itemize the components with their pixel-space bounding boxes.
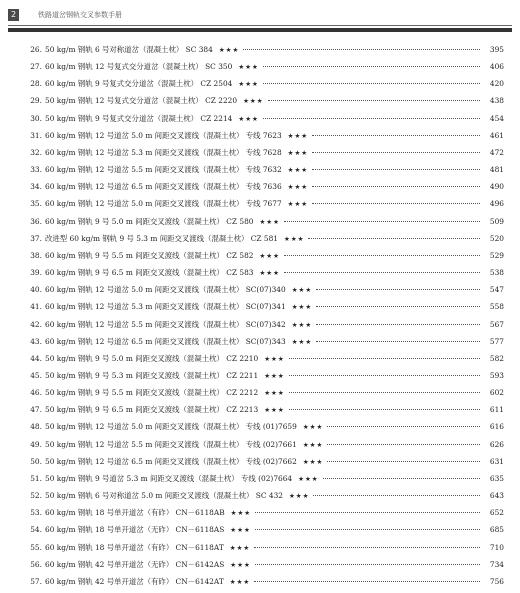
star-rating: ★★★ [238, 114, 259, 123]
dot-leader [284, 255, 480, 256]
toc-entry-page-number: 734 [489, 559, 504, 569]
dot-leader [316, 289, 480, 290]
star-rating: ★★★ [287, 131, 309, 140]
toc-entry-page-number: 577 [489, 336, 504, 346]
toc-entry-number: 35. [30, 199, 42, 209]
toc-entry-title: 50 kg/m 钢轨 12 号道岔 5.5 m 间距交叉渡线（混凝土枕） 专线 (02)7661 [45, 439, 297, 449]
dot-leader [254, 581, 480, 582]
toc-entry[interactable] [18, 164, 504, 181]
toc-entry[interactable] [18, 542, 504, 559]
toc-entry-title: 50 kg/m 钢轨 12 号道岔 5.0 m 间距交叉渡线（混凝土枕） 专线 (01)7659 [45, 422, 297, 432]
toc-entry-page-number: 395 [489, 45, 504, 54]
star-rating: ★★★ [264, 371, 285, 380]
star-rating: ★★★ [287, 148, 309, 157]
toc-entry-page-number: 567 [489, 319, 504, 329]
toc-entry-title: 60 kg/m 钢轨 12 号道岔 5.3 m 间距交叉渡线（混凝土枕） SC(07)341 [45, 302, 286, 312]
toc-entry-number: 32. [30, 147, 42, 157]
dot-leader [289, 375, 480, 376]
running-header-title: 铁路道岔钢轨交叉参数手册 [38, 11, 122, 19]
dot-leader [289, 392, 480, 393]
toc-entry[interactable] [18, 44, 504, 61]
header-rule-thin [8, 25, 512, 26]
dot-leader [312, 186, 480, 187]
toc-entry-page-number: 454 [489, 113, 504, 123]
toc-entry-title: 60 kg/m 钢轨 18 号单开道岔（无砟） CN－6118AS [45, 525, 225, 535]
star-rating: ★★★ [298, 474, 319, 483]
toc-entry-number: 45. [30, 370, 42, 380]
toc-entry[interactable] [18, 301, 504, 318]
toc-entry[interactable] [18, 439, 504, 456]
toc-entry-number: 42. [30, 319, 42, 329]
toc-entry[interactable] [18, 233, 504, 250]
toc-entry-page-number: 582 [489, 353, 504, 363]
toc-entry-page-number: 602 [489, 388, 504, 398]
dot-leader [255, 564, 480, 565]
toc-entry[interactable] [18, 559, 504, 576]
dot-leader [327, 461, 480, 462]
toc-entry-number: 43. [30, 336, 42, 346]
dot-leader [289, 409, 480, 410]
toc-entry[interactable] [18, 147, 504, 164]
toc-entry-number: 57. [30, 576, 42, 586]
star-rating: ★★★ [238, 80, 259, 89]
table-of-contents [18, 44, 504, 593]
dot-leader [268, 100, 480, 101]
star-rating: ★★★ [230, 509, 252, 518]
toc-entry-page-number: 756 [489, 576, 504, 586]
toc-entry-number: 54. [30, 525, 42, 535]
toc-entry-number: 33. [30, 165, 42, 175]
star-rating: ★★★ [302, 423, 324, 432]
toc-entry-title: 60 kg/m 钢轨 12 号道岔 5.5 m 间距交叉渡线（混凝土枕） SC(07)342 [45, 319, 286, 329]
toc-entry[interactable] [18, 353, 504, 370]
toc-entry-title: 60 kg/m 钢轨 12 号道岔 5.0 m 间距交叉渡线（混凝土枕） SC(07)340 [45, 285, 286, 295]
toc-entry-title: 50 kg/m 钢轨 9 号道岔 5.3 m 间距交叉渡线（混凝土枕） 专线 (02)7664 [45, 473, 293, 483]
star-rating: ★★★ [229, 543, 251, 552]
star-rating: ★★★ [284, 234, 305, 243]
toc-entry-page-number: 547 [489, 285, 504, 295]
toc-entry-page-number: 520 [489, 233, 504, 243]
star-rating: ★★★ [302, 457, 324, 466]
toc-entry-page-number: 558 [489, 302, 504, 312]
toc-entry-title: 50 kg/m 钢轨 6 号对称道岔（混凝土枕） SC 384 [45, 45, 213, 54]
toc-entry-title: 60 kg/m 钢轨 12 号道岔 5.0 m 间距交叉渡线（混凝土枕） 专线 7623 [45, 130, 282, 140]
toc-entry-title: 50 kg/m 钢轨 6 号对称道岔 5.0 m 间距交叉渡线（混凝土枕） SC 432 [45, 491, 283, 501]
dot-leader [312, 152, 480, 153]
toc-entry-page-number: 538 [489, 268, 504, 278]
star-rating: ★★★ [287, 200, 309, 209]
toc-entry-page-number: 616 [489, 422, 504, 432]
toc-entry[interactable] [18, 456, 504, 473]
dot-leader [308, 238, 480, 239]
toc-entry-number: 40. [30, 285, 42, 295]
star-rating: ★★★ [287, 166, 309, 175]
toc-entry-page-number: 710 [489, 542, 504, 552]
dot-leader [316, 306, 480, 307]
star-rating: ★★★ [238, 63, 259, 72]
toc-entry-title: 60 kg/m 钢轨 12 号道岔 6.5 m 间距交叉渡线（混凝土枕） SC(07)343 [45, 336, 286, 346]
toc-entry-number: 27. [30, 62, 42, 72]
toc-entry-number: 26. [30, 45, 42, 54]
toc-entry-title: 50 kg/m 钢轨 9 号复式交分道岔（混凝土枕） CZ 2214 [45, 113, 233, 123]
star-rating: ★★★ [264, 406, 285, 415]
toc-entry[interactable] [18, 284, 504, 301]
star-rating: ★★★ [264, 354, 285, 363]
page-number-badge: 2 [8, 9, 19, 21]
toc-entry[interactable] [18, 336, 504, 353]
toc-entry-title: 60 kg/m 钢轨 42 号单开道岔（无砟） CN－6142AS [45, 559, 225, 569]
dot-leader [254, 547, 480, 548]
toc-entry-number: 49. [30, 439, 42, 449]
toc-entry-page-number: 529 [489, 250, 504, 260]
toc-entry[interactable] [18, 404, 504, 421]
toc-entry[interactable] [18, 490, 504, 507]
star-rating: ★★★ [291, 337, 313, 346]
toc-entry-title: 60 kg/m 钢轨 18 号单开道岔（有砟） CN－6118AT [45, 542, 224, 552]
toc-entry-number: 36. [30, 216, 42, 226]
dot-leader [316, 341, 480, 342]
toc-entry-page-number: 496 [489, 199, 504, 209]
toc-entry-title: 改进型 60 kg/m 钢轨 9 号 5.3 m 间距交叉渡线（混凝土枕） CZ 581 [45, 233, 278, 243]
toc-entry-number: 39. [30, 268, 42, 278]
star-rating: ★★★ [230, 560, 251, 569]
toc-entry-number: 46. [30, 388, 42, 398]
dot-leader [313, 495, 480, 496]
toc-entry[interactable] [18, 61, 504, 78]
toc-entry-number: 44. [30, 353, 42, 363]
star-rating: ★★★ [291, 286, 313, 295]
dot-leader [312, 135, 480, 136]
toc-entry-number: 29. [30, 96, 42, 106]
toc-entry-page-number: 420 [489, 79, 504, 89]
star-rating: ★★★ [243, 97, 264, 106]
toc-entry-number: 53. [30, 508, 42, 518]
dot-leader [323, 478, 480, 479]
toc-entry-title: 60 kg/m 钢轨 12 号道岔 5.3 m 间距交叉渡线（混凝土枕） 专线 7628 [45, 147, 282, 157]
toc-entry-title: 60 kg/m 钢轨 12 号道岔 5.5 m 间距交叉渡线（混凝土枕） 专线 7632 [45, 165, 282, 175]
toc-entry-page-number: 635 [489, 473, 504, 483]
toc-entry[interactable] [18, 524, 504, 541]
star-rating: ★★★ [259, 251, 280, 260]
toc-entry-number: 31. [30, 130, 42, 140]
toc-entry-title: 60 kg/m 钢轨 9 号 6.5 m 间距交叉渡线（混凝土枕） CZ 583 [45, 268, 254, 278]
toc-entry-page-number: 509 [489, 216, 504, 226]
star-rating: ★★★ [288, 492, 310, 501]
toc-entry-title: 60 kg/m 钢轨 12 号道岔 5.0 m 间距交叉渡线（混凝土枕） 专线 7677 [45, 199, 282, 209]
toc-entry-title: 60 kg/m 钢轨 9 号复式交分道岔（混凝土枕） CZ 2504 [45, 79, 233, 89]
dot-leader [243, 49, 480, 50]
toc-entry[interactable] [18, 319, 504, 336]
toc-entry-number: 37. [30, 233, 42, 243]
star-rating: ★★★ [230, 526, 251, 535]
star-rating: ★★★ [287, 183, 309, 192]
toc-entry-page-number: 611 [489, 405, 504, 415]
toc-entry-number: 28. [30, 79, 42, 89]
toc-entry[interactable] [18, 181, 504, 198]
toc-entry-number: 41. [30, 302, 42, 312]
header-rule-thick [8, 28, 512, 32]
dot-leader [327, 444, 480, 445]
toc-entry[interactable] [18, 507, 504, 524]
dot-leader [316, 324, 480, 325]
toc-entry-title: 60 kg/m 钢轨 42 号单开道岔（有砟） CN－6142AT [45, 576, 224, 586]
toc-entry-number: 38. [30, 250, 42, 260]
dot-leader [312, 169, 480, 170]
star-rating: ★★★ [302, 440, 324, 449]
toc-entry-title: 50 kg/m 钢轨 12 号复式交分道岔（混凝土枕） CZ 2220 [45, 96, 238, 106]
toc-entry-title: 50 kg/m 钢轨 9 号 5.3 m 间距交叉渡线（混凝土枕） CZ 2211 [45, 370, 259, 380]
star-rating: ★★★ [259, 217, 280, 226]
toc-entry-page-number: 481 [489, 165, 504, 175]
toc-entry[interactable] [18, 113, 504, 130]
toc-entry[interactable] [18, 370, 504, 387]
star-rating: ★★★ [264, 389, 285, 398]
toc-entry-page-number: 472 [489, 147, 504, 157]
star-rating: ★★★ [291, 303, 313, 312]
toc-entry-number: 48. [30, 422, 42, 432]
toc-entry-title: 50 kg/m 钢轨 9 号 5.5 m 间距交叉渡线（混凝土枕） CZ 2212 [45, 388, 259, 398]
toc-entry[interactable] [18, 130, 504, 147]
toc-entry-number: 34. [30, 182, 42, 192]
toc-entry[interactable] [18, 421, 504, 438]
toc-entry-page-number: 593 [489, 370, 504, 380]
toc-entry-page-number: 643 [489, 491, 504, 501]
dot-leader [263, 83, 480, 84]
toc-entry[interactable] [18, 473, 504, 490]
toc-entry[interactable] [18, 198, 504, 215]
toc-entry[interactable] [18, 576, 504, 593]
toc-entry-page-number: 406 [489, 62, 504, 72]
toc-entry[interactable] [18, 387, 504, 404]
toc-entry-number: 30. [30, 113, 42, 123]
toc-entry-page-number: 461 [489, 130, 504, 140]
toc-entry-number: 55. [30, 542, 42, 552]
toc-entry[interactable] [18, 78, 504, 95]
toc-entry-page-number: 626 [489, 439, 504, 449]
dot-leader [327, 426, 480, 427]
toc-entry[interactable] [18, 250, 504, 267]
toc-entry-title: 50 kg/m 钢轨 9 号 5.0 m 间距交叉渡线（混凝土枕） CZ 2210 [45, 353, 259, 363]
dot-leader [255, 512, 480, 513]
dot-leader [284, 221, 480, 222]
dot-leader [284, 272, 480, 273]
toc-entry-page-number: 631 [489, 456, 504, 466]
toc-entry-title: 60 kg/m 钢轨 9 号 5.0 m 间距交叉渡线（混凝土枕） CZ 580 [45, 216, 254, 226]
toc-entry[interactable] [18, 216, 504, 233]
dot-leader [312, 203, 480, 204]
star-rating: ★★★ [259, 269, 280, 278]
toc-entry-title: 60 kg/m 钢轨 12 号道岔 6.5 m 间距交叉渡线（混凝土枕） 专线 7636 [45, 182, 282, 192]
toc-entry-page-number: 438 [489, 96, 504, 106]
toc-entry-page-number: 490 [489, 182, 504, 192]
dot-leader [289, 358, 480, 359]
toc-entry-number: 56. [30, 559, 42, 569]
star-rating: ★★★ [218, 46, 240, 54]
toc-entry-page-number: 652 [489, 508, 504, 518]
toc-entry-title: 50 kg/m 钢轨 12 号道岔 6.5 m 间距交叉渡线（混凝土枕） 专线 (02)7662 [45, 456, 297, 466]
dot-leader [263, 118, 480, 119]
star-rating: ★★★ [291, 320, 313, 329]
toc-entry-number: 51. [30, 473, 42, 483]
dot-leader [255, 529, 480, 530]
toc-entry-title: 60 kg/m 钢轨 12 号复式交分道岔（混凝土枕） SC 350 [45, 62, 233, 72]
dot-leader [263, 66, 480, 67]
toc-entry-page-number: 685 [489, 525, 504, 535]
toc-entry[interactable] [18, 95, 504, 112]
toc-entry-number: 52. [30, 491, 42, 501]
page-header [0, 0, 520, 40]
star-rating: ★★★ [229, 577, 251, 586]
toc-entry-title: 60 kg/m 钢轨 18 号单开道岔（有砟） CN－6118AB [45, 508, 225, 518]
toc-entry-number: 47. [30, 405, 42, 415]
toc-entry[interactable] [18, 267, 504, 284]
toc-entry-title: 60 kg/m 钢轨 9 号 5.5 m 间距交叉渡线（混凝土枕） CZ 582 [45, 250, 254, 260]
toc-entry-title: 50 kg/m 钢轨 9 号 6.5 m 间距交叉渡线（混凝土枕） CZ 2213 [45, 405, 259, 415]
toc-entry-number: 50. [30, 456, 42, 466]
